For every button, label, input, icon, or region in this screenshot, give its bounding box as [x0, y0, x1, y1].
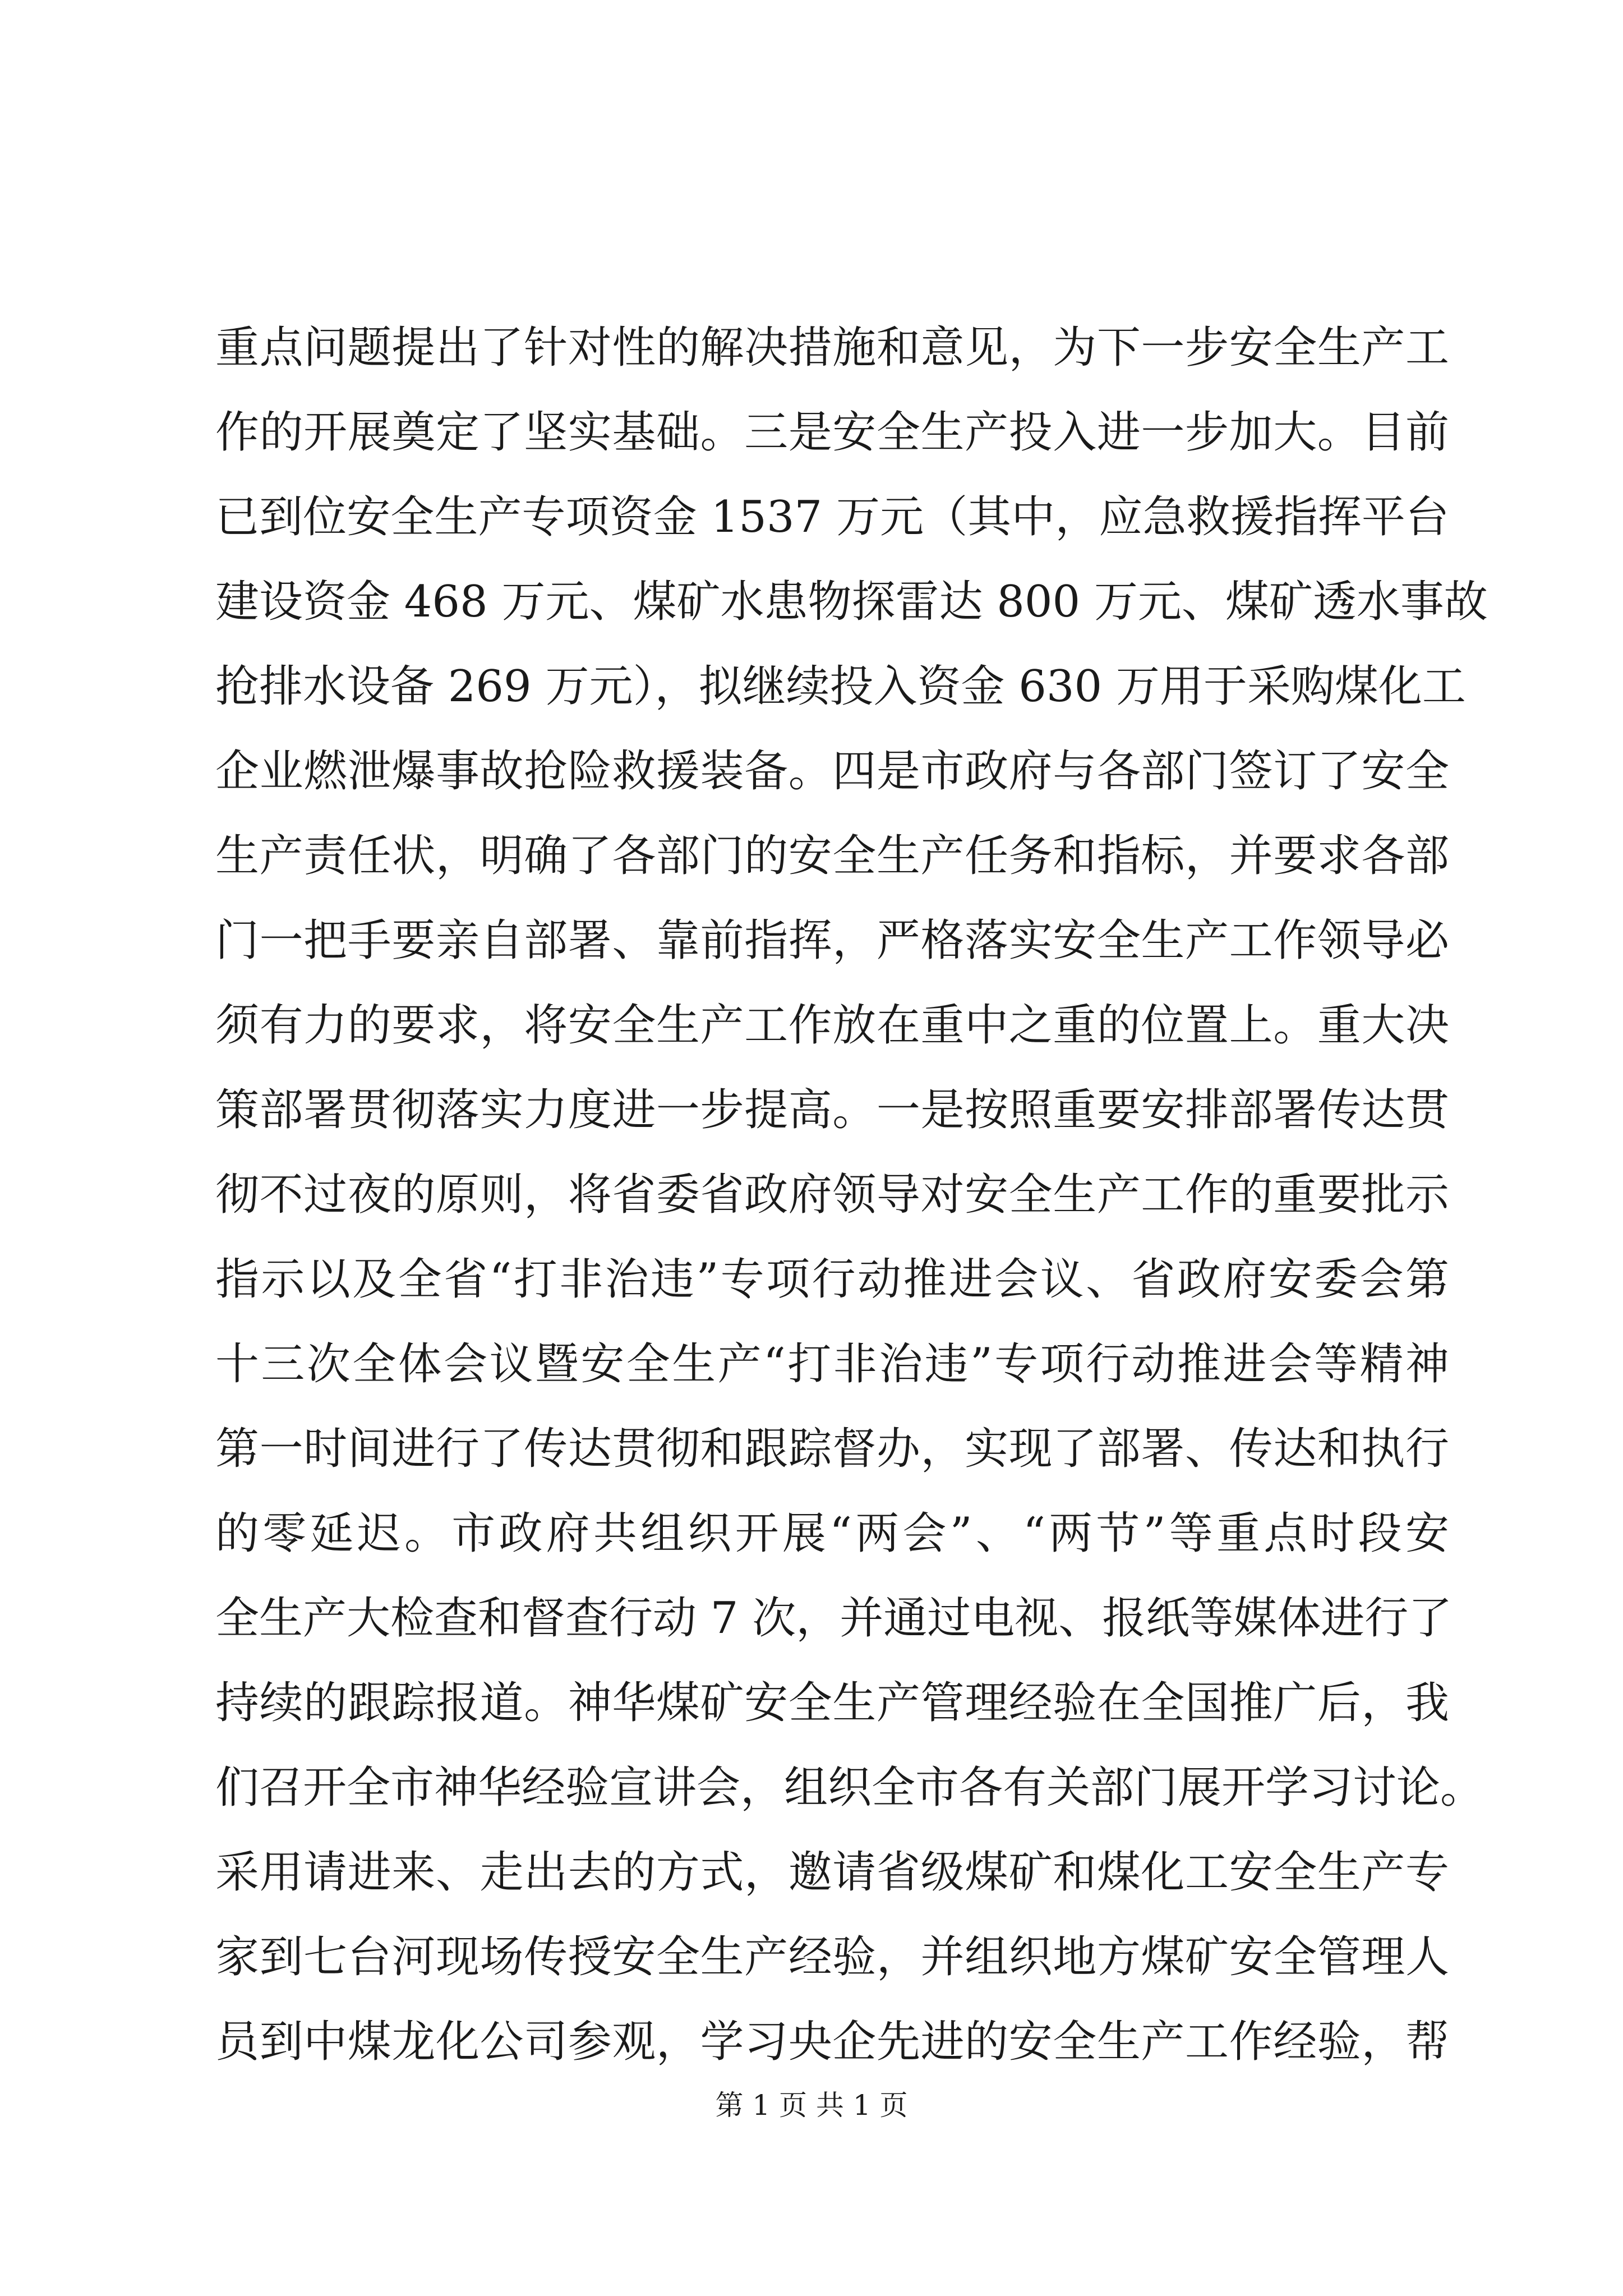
text-line: 建设资金 468 万元、煤矿水患物探雷达 800 万元、煤矿透水事故	[215, 577, 1488, 627]
text-line: 第一时间进行了传达贯彻和跟踪督办，实现了部署、传达和执行	[215, 1424, 1449, 1474]
text-line: 抢排水设备 269 万元），拟继续投入资金 630 万用于采购煤化工	[215, 661, 1466, 712]
text-line: 已到位安全生产专项资金 1537 万元（其中，应急救援指挥平台	[215, 492, 1449, 542]
text-line: 生产责任状，明确了各部门的安全生产任务和指标，并要求各部	[215, 831, 1449, 881]
text-line: 门一把手要亲自部署、靠前指挥，严格落实安全生产工作领导必	[215, 915, 1449, 966]
text-line: 全生产大检查和督查行动 7 次，并通过电视、报纸等媒体进行了	[215, 1593, 1453, 1644]
text-line: 采用请进来、走出去的方式，邀请省级煤矿和煤化工安全生产专	[215, 1847, 1449, 1898]
text-line: 彻不过夜的原则，将省委省政府领导对安全生产工作的重要批示	[215, 1170, 1449, 1220]
text-line: 作的开展奠定了坚实基础。三是安全生产投入进一步加大。目前	[215, 407, 1449, 458]
text-line: 重点问题提出了针对性的解决措施和意见，为下一步安全生产工	[215, 323, 1449, 373]
text-line: 须有力的要求，将安全生产工作放在重中之重的位置上。重大决	[215, 1000, 1449, 1051]
text-line: 策部署贯彻落实力度进一步提高。一是按照重要安排部署传达贯	[215, 1085, 1449, 1135]
text-line: 家到七台河现场传授安全生产经验，并组织地方煤矿安全管理人	[215, 1932, 1449, 1982]
page-number-footer: 第 1 页 共 1 页	[715, 2089, 908, 2122]
text-line: 员到中煤龙化公司参观，学习央企先进的安全生产工作经验，帮	[215, 2017, 1449, 2067]
text-line: 十三次全体会议暨安全生产“打非治违”专项行动推进会等精神	[215, 1339, 1449, 1389]
text-line: 的零延迟。市政府共组织开展“两会”、“两节”等重点时段安	[215, 1508, 1449, 1559]
text-line: 持续的跟踪报道。神华煤矿安全生产管理经验在全国推广后，我	[215, 1678, 1449, 1728]
text-line: 企业燃泄爆事故抢险救援装备。四是市政府与各部门签订了安全	[215, 746, 1449, 797]
text-line: 们召开全市神华经验宣讲会，组织全市各有关部门展开学习讨论。	[215, 1763, 1484, 1813]
body-paragraph	[215, 306, 1488, 2085]
text-line: 指示以及全省“打非治违”专项行动推进会议、省政府安委会第	[215, 1254, 1449, 1305]
